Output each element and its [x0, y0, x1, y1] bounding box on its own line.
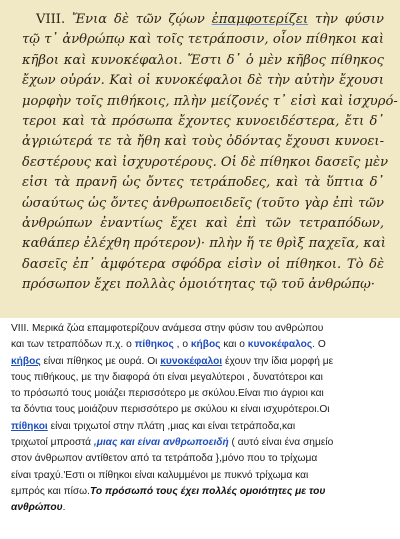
greek-line: ἔχων οὐράν. Καὶ οἱ κυνοκέφαλοι δὲ τὴν αὐτὴν ἔχουσι: [22, 73, 384, 89]
greek-line: εἰσι τὰ πρανῆ ὡς ὄντες τετράποδες, καὶ τὰ ὕπτια δ᾽: [22, 175, 384, 191]
translation-line: τα δόντια τους μοιάζουν περισσότερο με σκύλου κι είναι ισχυρότεροι.Οι: [11, 404, 330, 416]
greek-line: τεροι καὶ τὰ πρόσωπα ἔχοντες κυνοειδέστερα, ἔτι δ᾽: [22, 114, 384, 130]
keyword-kynokefalos: κυνοκέφαλος: [247, 339, 313, 351]
translation-line: τους πιθήκους, με την διαφορά ότι είναι μεγαλύτεροι , δυνατότεροι και: [11, 371, 323, 383]
translation-panel: [0, 320, 400, 539]
emphasis-sentence: Το πρόσωπό τους έχει πολλές ομοιότητες με του: [89, 485, 326, 497]
translation-line: το πρόσωπό τους μοιάζει περισσότερο με σκύλου.Είναι πιο άγριοι και: [11, 388, 324, 400]
greek-line: καθάπερ ἐλέχθη πρότερον)· πλὴν ἥ τε θρὶξ παχεῖα, καὶ: [22, 236, 386, 252]
keyword-pithikos: πίθηκος: [134, 339, 174, 351]
greek-line: μορφὴν τοῖς πιθήκοις, πλὴν μείζονές τ᾽ εἰσὶ καὶ ἰσχυρό-: [22, 93, 398, 109]
translation-line: στον άνθρωπον αντίθετον από τα τετράποδα },μόνο που το τρίχωμα: [11, 453, 318, 465]
keyword-kynokefaloi-link: κυνοκέφαλοι: [160, 355, 223, 367]
translation-line: είναι τραχύ.'Εστι οι πίθηκοι είναι καλυμμένοι με πυκνό τρίχωμα και: [11, 469, 309, 481]
keyword-pithikoi-link: πίθηκοι: [11, 420, 48, 432]
greek-line: ἀγριώτερά τε τὰ ἤθη καὶ τοὺς ὀδόντας ἔχουσι κυνοει-: [22, 134, 384, 150]
greek-line: δεστέρους καὶ ἰσχυροτέρους. Οἱ δὲ πίθηκοι δασεῖς μὲν: [22, 154, 389, 170]
greek-line: πρόσωπον ἔχει πολλὰς ὁμοιότητας τῷ τοῦ ἀνθρώπῳ·: [22, 277, 375, 293]
translation-line: VIII. Μερικά ζώα επαμφοτερίζουν ανάμεσα στην φύσιν του ανθρώπου: [11, 323, 324, 334]
keyword-anthropoeides: ,μιας και είναι ανθρωποειδή: [93, 437, 229, 449]
greek-line: δασεῖς ἐπ᾽ ἀμφότερα σφόδρα εἰσὶν οἱ πίθηκοι. Τὸ δὲ: [22, 256, 384, 272]
greek-line: ὡσαύτως ὡς ὄντες ἀνθρωποειδεῖς (τοῦτο γὰρ ἐπὶ τῶν: [22, 195, 384, 211]
translation-line: εμπρός και πίσω.Το πρόσωπό τους έχει πολλές ομοιότητες με του: [11, 485, 326, 497]
underlined-word: ἐπαμφοτερίζει: [211, 12, 309, 27]
emphasis-sentence-end: ανθρώπου: [11, 502, 63, 514]
keyword-kivos-link: κήβος: [11, 355, 41, 367]
section-numeral: VIII.: [36, 12, 66, 27]
greek-line: κῆβοι καὶ κυνοκέφαλοι. Ἔστι δ᾽ ὁ μὲν κῆβος πίθηκος: [22, 52, 384, 68]
translation-line: πίθηκοι είναι τριχωτοί στην πλάτη ,μιας και είναι τετράποδα,και: [11, 420, 296, 432]
greek-line: ἀνθρώπων ἐναντίως ἔχει καὶ ἐπὶ τῶν τετραπόδων,: [22, 216, 384, 232]
keyword-kivos: κήβος: [190, 339, 221, 351]
translation-line: τριχωτοί μπροστά ,μιας και είναι ανθρωποειδή ( αυτό είναι ένα σημείο: [11, 437, 334, 449]
translation-line: και των τετραπόδων π.χ. ο πίθηκος , ο κήβος και ο κυνοκέφαλος. Ο: [11, 339, 326, 351]
greek-line-1: VIII. Ἔνια δὲ τῶν ζῴων ἐπαμφοτερίζει τὴν φύσιν: [36, 12, 384, 27]
translation-line: ανθρώπου.: [11, 502, 66, 514]
greek-line: τῷ τ᾽ ἀνθρώπῳ καὶ τοῖς τετράποσιν, οἷον πίθηκοι καὶ: [22, 32, 384, 48]
translation-line: κήβος είναι πίθηκος με ουρά. Οι κυνοκέφαλοι έχουν την ίδια μορφή με: [11, 355, 334, 367]
